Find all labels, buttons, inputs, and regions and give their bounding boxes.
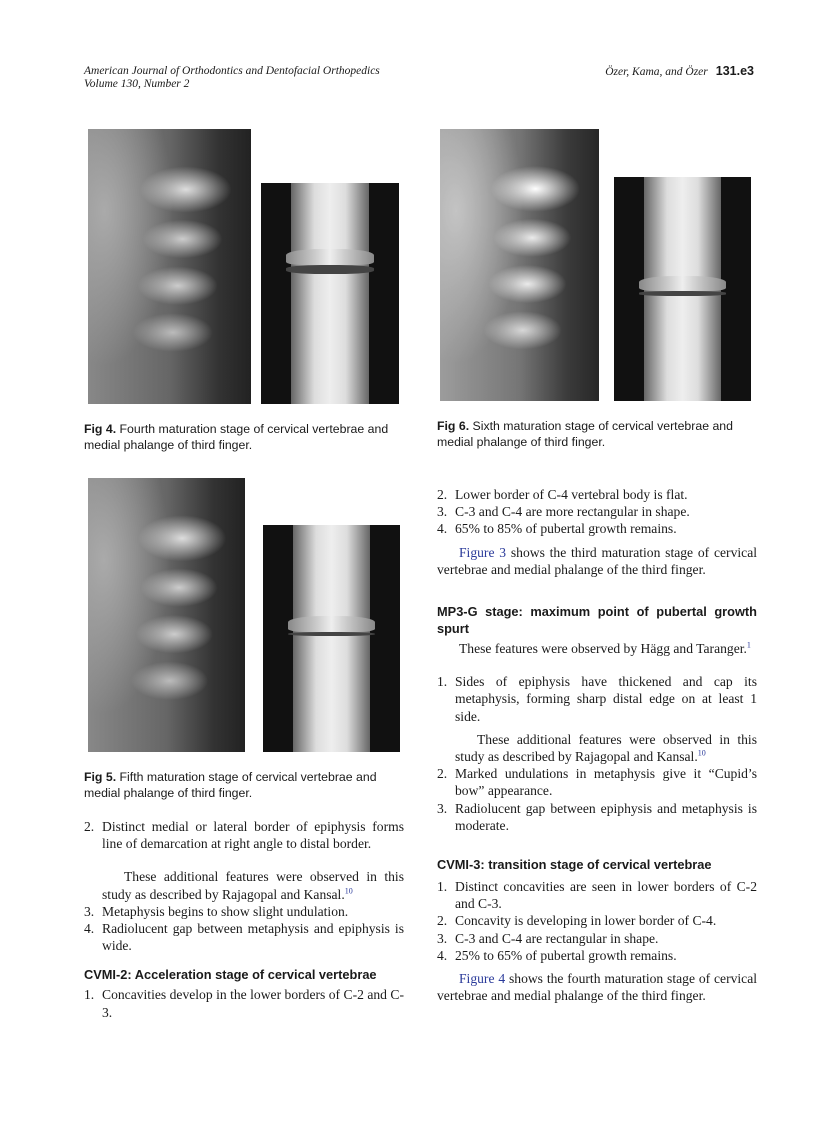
- fig5-caption: [84, 769, 404, 801]
- fig-caption-text: Fifth maturation stage of cervical vertebrae and medial phalange of third finger.: [84, 770, 377, 800]
- list-text: Lower border of C-4 vertebral body is flat.: [455, 487, 688, 502]
- list-number: 1.: [437, 879, 448, 895]
- list-text: C-3 and C-4 are more rectangular in shape.: [455, 504, 690, 520]
- fig-label: Fig 5.: [84, 770, 117, 784]
- list-number: 3.: [437, 504, 448, 520]
- list-text: Concavities develop in the lower borders of C-2 and C-3.: [102, 987, 404, 1020]
- page-header-right: [605, 65, 754, 79]
- paragraph: [102, 868, 404, 902]
- figure-link[interactable]: Figure 3: [459, 544, 507, 560]
- list-item: [437, 673, 757, 725]
- paragraph-text: These additional features were observed in this study as described by Rajagopal and Kansal.: [455, 731, 757, 765]
- list-item: [437, 503, 757, 520]
- list-item: [84, 920, 404, 954]
- list-text: 25% to 65% of pubertal growth remains.: [455, 947, 677, 963]
- list-text: Radiolucent gap between epiphysis and metaphysis is moderate.: [455, 800, 757, 833]
- fig4-caption: [84, 421, 404, 453]
- list-item: [437, 520, 757, 537]
- list-item: [437, 947, 757, 964]
- paragraph: [437, 970, 757, 1004]
- list-number: 3.: [437, 930, 448, 946]
- fig6-phalange-xray: [614, 177, 751, 401]
- list-number: 3.: [84, 903, 95, 919]
- fig4-cervical-xray: [88, 129, 251, 404]
- list-text: Marked undulations in metaphysis give it “Cupid’s bow” appearance.: [455, 766, 757, 799]
- citation[interactable]: 10: [344, 886, 353, 896]
- fig-label: Fig 6.: [437, 419, 470, 433]
- list-number: 4.: [437, 521, 448, 537]
- list-item: [437, 765, 757, 799]
- list-item: [437, 486, 757, 503]
- list-number: 3.: [437, 800, 448, 816]
- list-text: Metaphysis begins to show slight undulation.: [102, 903, 349, 919]
- citation[interactable]: 1: [746, 640, 751, 650]
- section-heading: CVMI-2: Acceleration stage of cervical vertebrae: [84, 967, 377, 983]
- fig6-caption: [437, 418, 757, 450]
- list-number: 1.: [84, 987, 95, 1003]
- list-number: 1.: [437, 674, 448, 690]
- list-number: 2.: [437, 487, 448, 502]
- right-column-text: [437, 486, 757, 1004]
- fig4-phalange-xray: [261, 183, 399, 404]
- journal-volume: Volume 130, Number 2: [84, 78, 190, 90]
- list-item: [437, 800, 757, 834]
- list-item: [84, 986, 404, 1020]
- list-text: Concavity is developing in lower border of C-4.: [455, 913, 717, 929]
- list-text: Distinct concavities are seen in lower borders of C-2 and C-3.: [455, 879, 757, 912]
- journal-title: American Journal of Orthodontics and Dentofacial Orthopedics: [84, 65, 380, 77]
- list-number: 2.: [437, 913, 448, 929]
- list-text: Distinct medial or lateral border of epiphysis forms line of demarcation at right angle to distal border.: [102, 819, 404, 852]
- fig-label: Fig 4.: [84, 422, 117, 436]
- list-item: [84, 903, 404, 920]
- citation[interactable]: 10: [697, 748, 706, 758]
- paragraph: [437, 544, 757, 578]
- figure-link[interactable]: Figure 4: [459, 971, 506, 987]
- list-number: 4.: [437, 947, 448, 963]
- paragraph-text: shows the fourth maturation stage of cervical vertebrae and medial phalange of the third finger.: [437, 971, 758, 1004]
- section-heading: CVMI-3: transition stage of cervical vertebrae: [437, 857, 712, 873]
- paragraph-text: shows the third maturation stage of cervical vertebrae and medial phalange of the third finger.: [437, 544, 758, 577]
- paragraph: [455, 731, 757, 765]
- list-text: Radiolucent gap between metaphysis and epiphysis is wide.: [102, 921, 404, 954]
- section-heading: MP3-G stage: maximum point of pubertal growth spurt: [437, 604, 757, 637]
- paragraph-text: These additional features were observed in this study as described by Rajagopal and Kansal.: [102, 869, 404, 902]
- list-text: Sides of epiphysis have thickened and cap its metaphysis, forming sharp distal edge on at least 1 side.: [455, 674, 757, 724]
- list-number: 4.: [84, 921, 95, 937]
- fig5-phalange-xray: [263, 525, 400, 752]
- fig-caption-text: Sixth maturation stage of cervical vertebrae and medial phalange of third finger.: [437, 419, 733, 449]
- fig5-cervical-xray: [88, 478, 245, 752]
- fig-caption-text: Fourth maturation stage of cervical vertebrae and medial phalange of third finger.: [84, 422, 389, 452]
- page-number: 131.e3: [715, 64, 754, 78]
- list-item: [437, 912, 757, 929]
- list-text: 65% to 85% of pubertal growth remains.: [455, 521, 677, 537]
- fig6-cervical-xray: [440, 129, 599, 401]
- left-column-text: [84, 818, 404, 1021]
- list-number: 2.: [437, 766, 448, 782]
- paragraph-text: These features were observed by Hägg and Taranger.: [459, 641, 747, 657]
- list-item: [437, 930, 757, 947]
- running-header: [84, 65, 380, 91]
- list-item: [437, 878, 757, 912]
- list-text: C-3 and C-4 are rectangular in shape.: [455, 930, 659, 946]
- list-number: 2.: [84, 819, 95, 834]
- paragraph: [437, 640, 757, 657]
- authors: Özer, Kama, and Özer: [605, 66, 708, 78]
- list-item: [84, 818, 404, 852]
